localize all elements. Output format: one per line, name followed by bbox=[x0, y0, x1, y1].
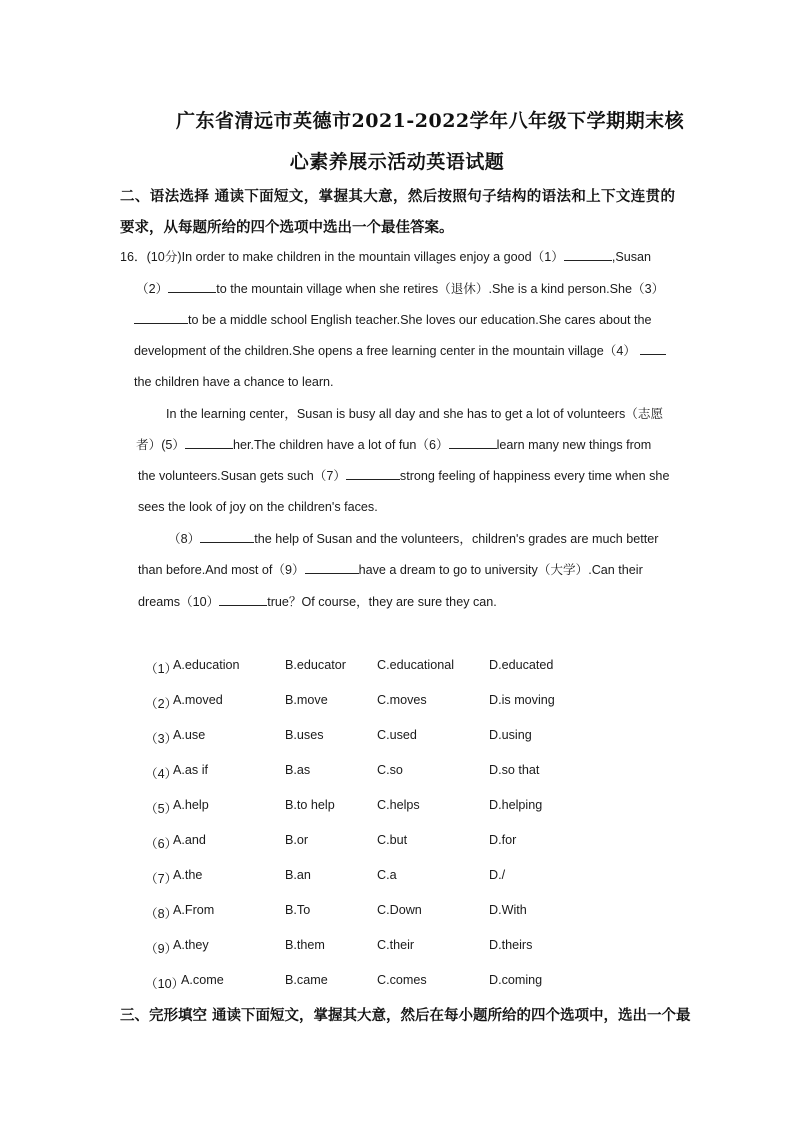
passage bbox=[120, 242, 676, 622]
passage-line bbox=[120, 242, 651, 273]
option-b: B.educator bbox=[285, 658, 346, 672]
page-title-line-1: 广东省清远市英德市2021-2022学年八年级下学期期末核 bbox=[176, 110, 685, 132]
passage-text: In order to make children in the mountain villages enjoy a good（1） bbox=[181, 250, 564, 264]
option-a: A.help bbox=[173, 798, 209, 812]
option-b: B.to help bbox=[285, 798, 335, 812]
option-a: A.From bbox=[173, 903, 215, 917]
option-number: （1） bbox=[145, 662, 178, 676]
option-a: A.as if bbox=[173, 763, 208, 777]
option-d: D.coming bbox=[489, 973, 543, 987]
option-b: B.move bbox=[285, 693, 328, 707]
passage-text: 者）(5） bbox=[136, 438, 185, 452]
option-b: B.as bbox=[285, 763, 311, 777]
option-c: C.Down bbox=[377, 903, 422, 917]
question-number: 16．(10分) bbox=[120, 250, 182, 264]
option-b: B.or bbox=[285, 833, 309, 847]
passage-line bbox=[138, 555, 643, 586]
passage-text: the volunteers.Susan gets such（7） bbox=[138, 469, 346, 483]
option-d: D.educated bbox=[489, 658, 554, 672]
option-c: C.moves bbox=[377, 693, 427, 707]
passage-line bbox=[134, 305, 651, 336]
option-c: C.so bbox=[377, 763, 403, 777]
option-c: C.but bbox=[377, 833, 408, 847]
blank-10 bbox=[219, 593, 267, 606]
option-d: D.theirs bbox=[489, 938, 533, 952]
passage-text: （8） bbox=[168, 532, 201, 546]
option-d: D.so that bbox=[489, 763, 540, 777]
passage-line bbox=[138, 587, 497, 618]
option-a: A.education bbox=[173, 658, 240, 672]
option-d: D.for bbox=[489, 833, 517, 847]
blank-7 bbox=[346, 467, 400, 480]
option-d: D.using bbox=[489, 728, 532, 742]
passage-text: development of the children.She opens a free learning center in the mountain village（4） bbox=[134, 344, 636, 358]
option-c: C.helps bbox=[377, 798, 420, 812]
option-c: C.a bbox=[377, 868, 397, 882]
option-d: D.With bbox=[489, 903, 527, 917]
option-a: A.the bbox=[173, 868, 203, 882]
section-3-heading: 三、完形填空 通读下面短文，掌握其大意，然后在每小题所给的四个选项中，选出一个最 bbox=[120, 1007, 691, 1024]
option-d: D./ bbox=[489, 868, 506, 882]
option-number: （5） bbox=[145, 802, 178, 816]
option-number: （9） bbox=[145, 942, 178, 956]
passage-line bbox=[138, 461, 669, 492]
passage-line bbox=[136, 430, 651, 461]
option-a: A.use bbox=[173, 728, 206, 742]
blank-2 bbox=[168, 280, 216, 293]
passage-text: the children have a chance to learn. bbox=[134, 375, 334, 389]
blank-8 bbox=[200, 530, 254, 543]
option-a: A.come bbox=[181, 973, 224, 987]
passage-text: sees the look of joy on the children's faces. bbox=[138, 500, 378, 514]
passage-line bbox=[138, 492, 378, 523]
blank-4 bbox=[640, 342, 666, 355]
section-2-heading: 二、语法选择 通读下面短文，掌握其大意，然后按照句子结构的语法和上下文连贯的要求，从每题所给的四个选项中选出一个最佳答案。 bbox=[120, 188, 675, 236]
option-c: C.comes bbox=[377, 973, 427, 987]
passage-text: true？Of course，they are sure they can. bbox=[267, 595, 497, 609]
option-number: （4） bbox=[145, 767, 178, 781]
passage-text: to the mountain village when she retires（退休）.She is a kind person.She（3） bbox=[216, 282, 665, 296]
option-b: B.an bbox=[285, 868, 311, 882]
option-number: （3） bbox=[145, 732, 178, 746]
passage-text: her.The children have a lot of fun（6） bbox=[232, 438, 449, 452]
passage-text: dreams（10） bbox=[138, 595, 220, 609]
option-c: C.used bbox=[377, 728, 417, 742]
passage-text: learn many new things from bbox=[496, 438, 652, 452]
option-a: A.and bbox=[173, 833, 206, 847]
option-c: C.their bbox=[377, 938, 415, 952]
option-a: A.moved bbox=[173, 693, 223, 707]
passage-text: ,Susan bbox=[611, 250, 652, 264]
option-number: （8） bbox=[145, 907, 178, 921]
passage-line bbox=[136, 274, 664, 305]
passage-line bbox=[166, 399, 663, 430]
page-title-line-2: 心素养展示活动英语试题 bbox=[289, 151, 505, 173]
blank-9 bbox=[305, 561, 359, 574]
option-b: B.them bbox=[285, 938, 325, 952]
passage-text: strong feeling of happiness every time when she bbox=[399, 469, 670, 483]
passage-line bbox=[168, 524, 658, 555]
option-number: （10） bbox=[145, 977, 185, 991]
option-number: （7） bbox=[145, 872, 178, 886]
option-d: D.helping bbox=[489, 798, 543, 812]
option-number: （2） bbox=[145, 697, 178, 711]
passage-text: than before.And most of（9） bbox=[138, 563, 305, 577]
passage-text: have a dream to go to university（大学）.Can their bbox=[358, 563, 643, 577]
passage-line bbox=[134, 336, 666, 367]
option-c: C.educational bbox=[377, 658, 455, 672]
blank-1 bbox=[564, 248, 612, 261]
passage-text: （2） bbox=[136, 282, 169, 296]
option-a: A.they bbox=[173, 938, 209, 952]
passage-line bbox=[134, 367, 334, 398]
blank-3 bbox=[134, 311, 188, 324]
passage-text: In the learning center，Susan is busy all day and she has to get a lot of volunteers（志愿 bbox=[166, 407, 664, 421]
option-b: B.uses bbox=[285, 728, 324, 742]
passage-text: the help of Susan and the volunteers，children's grades are much better bbox=[254, 532, 659, 546]
blank-5 bbox=[185, 436, 233, 449]
blank-6 bbox=[449, 436, 497, 449]
option-number: （6） bbox=[145, 837, 178, 851]
passage-text: to be a middle school English teacher.She loves our education.She cares about the bbox=[188, 313, 652, 327]
option-b: B.came bbox=[285, 973, 328, 987]
option-d: D.is moving bbox=[489, 693, 555, 707]
option-b: B.To bbox=[285, 903, 311, 917]
